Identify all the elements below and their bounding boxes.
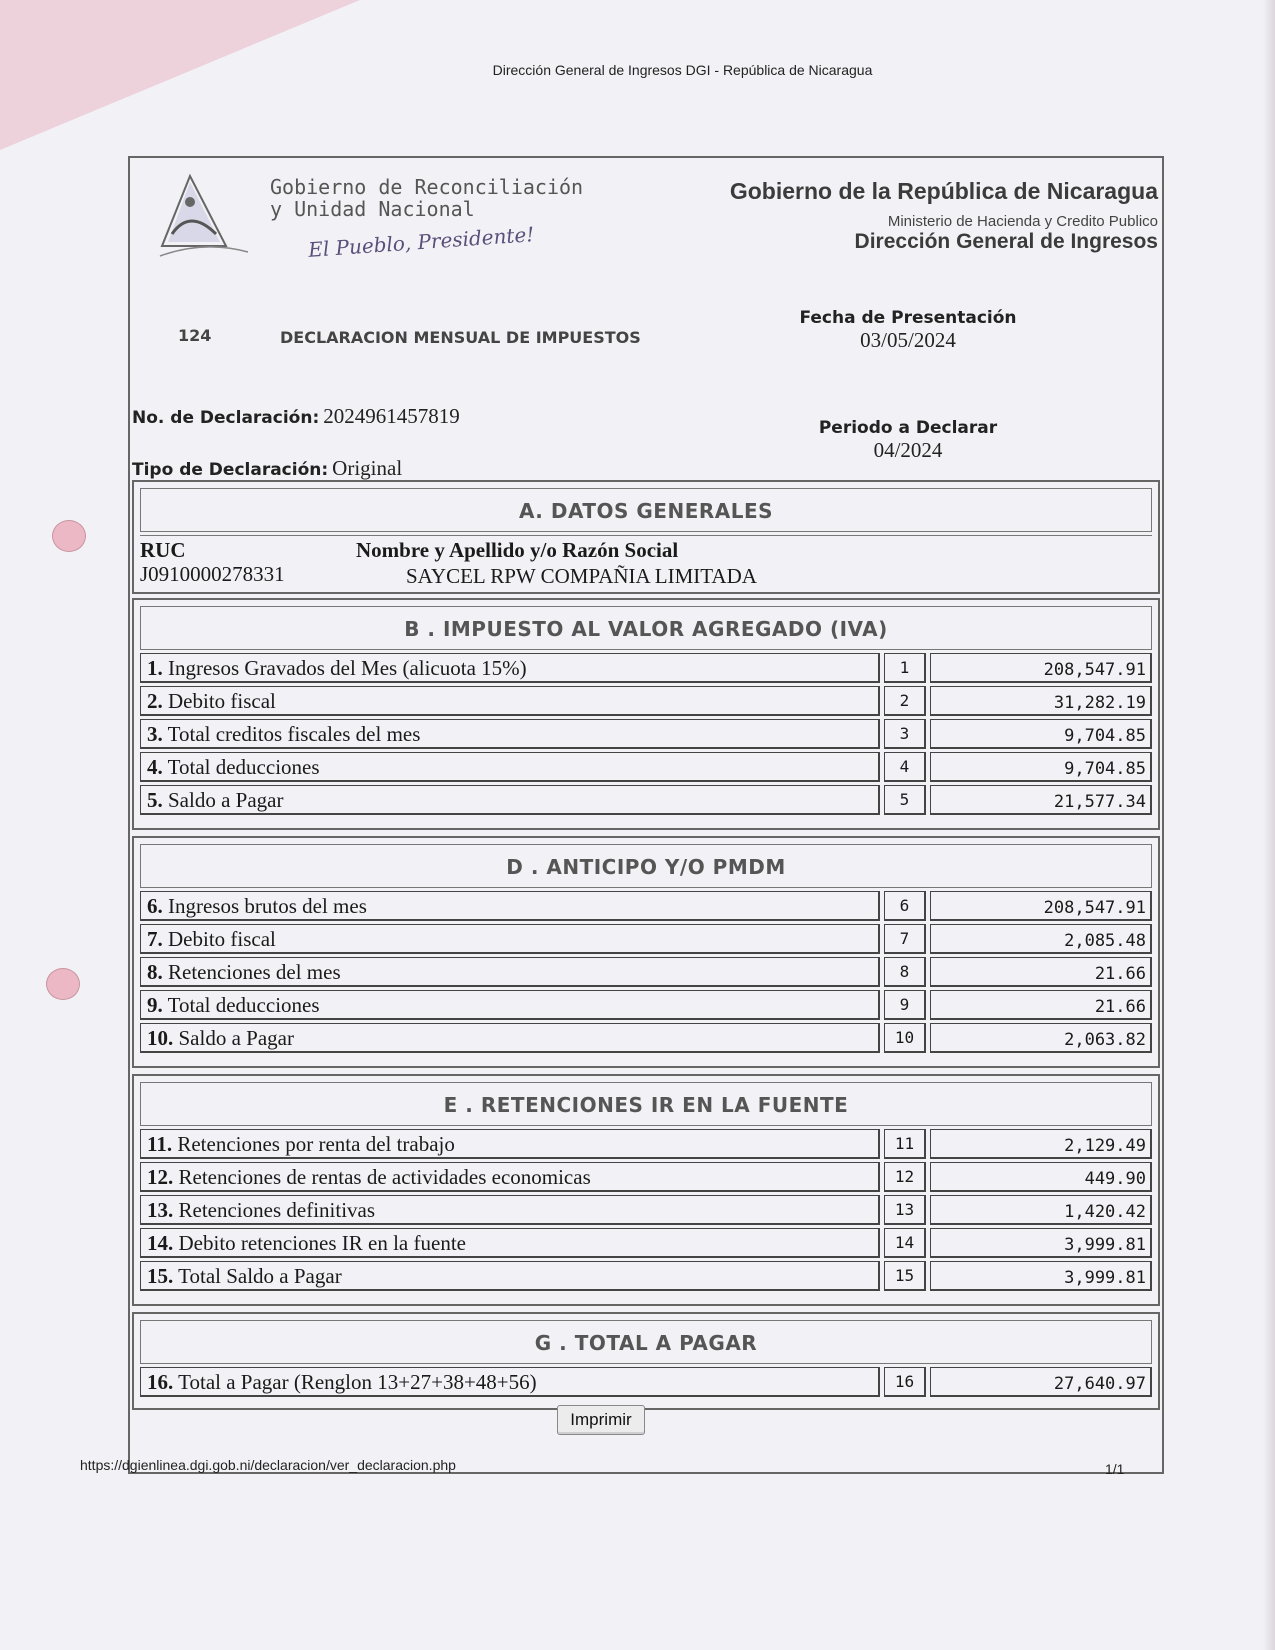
row-amount: 9,704.85: [930, 719, 1152, 749]
row-amount: 21.66: [930, 990, 1152, 1020]
table-row: [140, 990, 1152, 1020]
form-title: DECLARACION MENSUAL DE IMPUESTOS: [280, 328, 641, 347]
table-row: [140, 719, 1152, 749]
declared-period-value: 04/2024: [873, 438, 943, 462]
row-line-number: 7: [884, 924, 926, 954]
row-amount: 3,999.81: [930, 1228, 1152, 1258]
declaration-number-label: No. de Declaración:: [132, 408, 320, 428]
row-label: 2. Debito fiscal: [140, 686, 880, 716]
row-line-number: 12: [884, 1162, 926, 1192]
row-line-number: 13: [884, 1195, 926, 1225]
submission-date-label: Fecha de Presentación: [799, 308, 1017, 328]
table-row: [140, 752, 1152, 782]
row-amount: 2,129.49: [930, 1129, 1152, 1159]
table-row: [140, 1367, 1152, 1397]
row-label: 15. Total Saldo a Pagar: [140, 1261, 880, 1291]
row-line-number: 14: [884, 1228, 926, 1258]
section-title: B . IMPUESTO AL VALOR AGREGADO (IVA): [140, 606, 1152, 650]
section-title: A. DATOS GENERALES: [140, 488, 1152, 532]
row-label: 14. Debito retenciones IR en la fuente: [140, 1228, 880, 1258]
row-amount: 21,577.34: [930, 785, 1152, 815]
row-label: 9. Total deducciones: [140, 990, 880, 1020]
slogan: El Pueblo, Presidente!: [307, 222, 535, 262]
table-row: [140, 957, 1152, 987]
submission-date-value: 03/05/2024: [860, 328, 956, 352]
row-amount: 208,547.91: [930, 653, 1152, 683]
row-amount: 208,547.91: [930, 891, 1152, 921]
ruc-value: J0910000278331: [140, 562, 285, 586]
declaration-form: [128, 156, 1164, 1474]
table-row: [140, 1129, 1152, 1159]
declaration-type-value: Original: [332, 456, 403, 480]
ruc-label: RUC: [140, 538, 186, 562]
row-line-number: 1: [884, 653, 926, 683]
print-header: Dirección General de Ingresos DGI - República de Nicaragua: [492, 62, 873, 78]
government-name-line1: Gobierno de Reconciliación: [270, 175, 584, 199]
row-label: 16. Total a Pagar (Renglon 13+27+38+48+56): [140, 1367, 880, 1397]
section-title: D . ANTICIPO Y/O PMDM: [140, 844, 1152, 888]
issuer-block: [730, 178, 1158, 254]
section-title: G . TOTAL A PAGAR: [140, 1320, 1152, 1364]
row-amount: 21.66: [930, 957, 1152, 987]
table-row: [140, 891, 1152, 921]
row-line-number: 8: [884, 957, 926, 987]
table-row: [140, 1228, 1152, 1258]
row-label: 3. Total creditos fiscales del mes: [140, 719, 880, 749]
table-row: [140, 1162, 1152, 1192]
row-label: 13. Retenciones definitivas: [140, 1195, 880, 1225]
declaration-number-value: 2024961457819: [323, 404, 460, 428]
section-datos-generales: [132, 480, 1160, 594]
row-line-number: 3: [884, 719, 926, 749]
page-number: 1/1: [1105, 1461, 1125, 1477]
table-row: [140, 924, 1152, 954]
row-line-number: 6: [884, 891, 926, 921]
row-line-number: 2: [884, 686, 926, 716]
taxpayer-name-value: SAYCEL RPW COMPAÑIA LIMITADA: [406, 564, 757, 588]
punch-hole: [46, 968, 80, 1000]
table-row: [140, 1261, 1152, 1291]
paper-edge: [1263, 0, 1275, 1650]
table-row: [140, 1195, 1152, 1225]
republic-title: Gobierno de la República de Nicaragua: [729, 178, 1158, 204]
row-amount: 449.90: [930, 1162, 1152, 1192]
row-amount: 27,640.97: [930, 1367, 1152, 1397]
declaration-type-label: Tipo de Declaración:: [132, 460, 329, 480]
declared-period: [798, 418, 1018, 463]
government-logo-icon: [156, 168, 252, 264]
row-amount: 3,999.81: [930, 1261, 1152, 1291]
form-code: 124: [178, 326, 212, 345]
row-label: 1. Ingresos Gravados del Mes (alicuota 15%): [140, 653, 880, 683]
directorate-name: Dirección General de Ingresos: [854, 230, 1158, 253]
row-label: 8. Retenciones del mes: [140, 957, 880, 987]
row-line-number: 5: [884, 785, 926, 815]
section-iva: [132, 598, 1160, 830]
row-line-number: 16: [884, 1367, 926, 1397]
row-amount: 31,282.19: [930, 686, 1152, 716]
section-anticipo: [132, 836, 1160, 1068]
row-line-number: 4: [884, 752, 926, 782]
row-line-number: 15: [884, 1261, 926, 1291]
declaration-type: [132, 456, 402, 481]
row-amount: 2,063.82: [930, 1023, 1152, 1053]
row-label: 7. Debito fiscal: [140, 924, 880, 954]
row-label: 5. Saldo a Pagar: [140, 785, 880, 815]
row-line-number: 11: [884, 1129, 926, 1159]
declaration-number: [132, 404, 460, 429]
government-name: [270, 176, 583, 220]
section-title: E . RETENCIONES IR EN LA FUENTE: [140, 1082, 1152, 1126]
government-name-line2: y Unidad Nacional: [270, 197, 475, 221]
print-button[interactable]: Imprimir: [557, 1405, 645, 1435]
punch-hole: [52, 520, 86, 552]
section-retenciones: [132, 1074, 1160, 1306]
row-label: 12. Retenciones de rentas de actividades economicas: [140, 1162, 880, 1192]
row-label: 4. Total deducciones: [140, 752, 880, 782]
row-amount: 2,085.48: [930, 924, 1152, 954]
row-line-number: 10: [884, 1023, 926, 1053]
footer-url: https://dgienlinea.dgi.gob.ni/declaracion/ver_declaracion.php: [80, 1457, 456, 1473]
taxpayer-name-label: Nombre y Apellido y/o Razón Social: [356, 538, 679, 562]
row-label: 6. Ingresos brutos del mes: [140, 891, 880, 921]
table-row: [140, 686, 1152, 716]
row-line-number: 9: [884, 990, 926, 1020]
table-row: [140, 785, 1152, 815]
taxpayer-info: [140, 535, 1152, 587]
row-amount: 1,420.42: [930, 1195, 1152, 1225]
declared-period-label: Periodo a Declarar: [818, 418, 998, 438]
section-total: [132, 1312, 1160, 1410]
row-label: 10. Saldo a Pagar: [140, 1023, 880, 1053]
submission-date: [798, 308, 1018, 353]
row-label: 11. Retenciones por renta del trabajo: [140, 1129, 880, 1159]
row-amount: 9,704.85: [930, 752, 1152, 782]
table-row: [140, 653, 1152, 683]
table-row: [140, 1023, 1152, 1053]
ministry-name: Ministerio de Hacienda y Credito Publico: [887, 213, 1158, 230]
